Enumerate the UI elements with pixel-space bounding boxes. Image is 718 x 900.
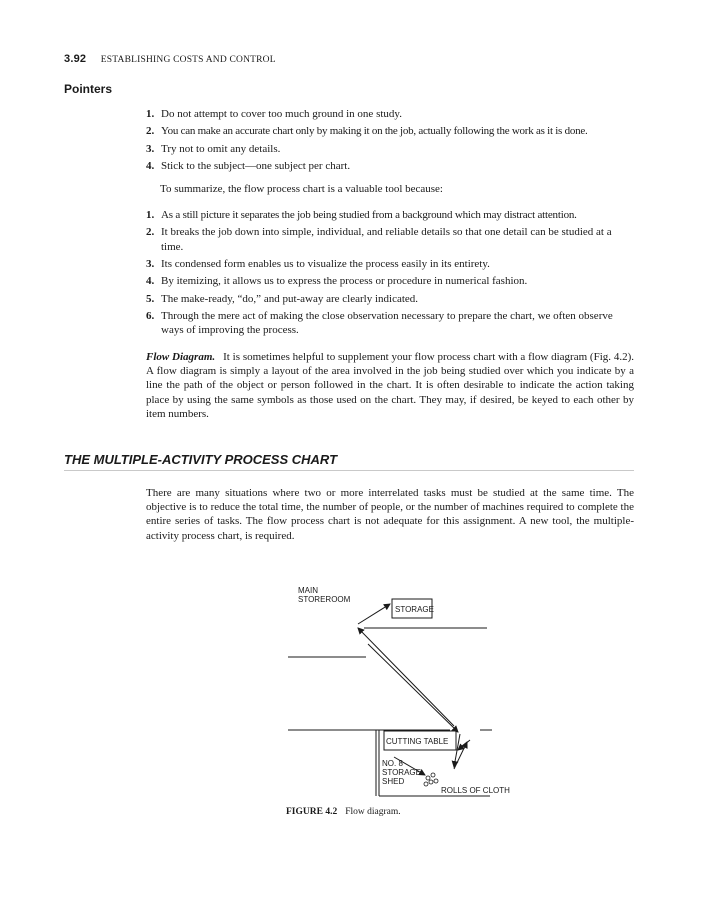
page-number: 3.92 xyxy=(64,53,87,65)
list-item: 4. By itemizing, it allows us to express the process or procedure in numerical fashion. xyxy=(146,275,528,288)
storage-label: STORAGE xyxy=(395,605,434,614)
list-item: 3. Its condensed form enables us to visualize the process easily in its entirety. xyxy=(146,257,490,270)
rolls-of-cloth-icon xyxy=(424,773,438,786)
list-item: 6. Through the mere act of making the close observation necessary to prepare the chart, we often observe ways of improving the process. xyxy=(146,310,613,337)
shed-label: SHED xyxy=(382,777,405,786)
flow-diagram-text: It is sometimes helpful to supplement your flow process chart with a flow diagram (Fig. 4.2). A flow diagram is simply a layout of the area involved in the job being studied over which you indicate by a line the path of the object or person followed in the chart. It is often desirable to indicate the action taking place by using the same symbols as those used on the chart. They may, if desired, be keyed to each other by item numbers. xyxy=(146,351,634,420)
section-heading: THE MULTIPLE-ACTIVITY PROCESS CHART xyxy=(64,452,634,471)
list-item: 1. Do not attempt to cover too much ground in one study. xyxy=(146,108,402,120)
shed-label: STORAGE xyxy=(382,768,421,777)
running-head-title: ESTABLISHING COSTS AND CONTROL xyxy=(100,55,276,65)
flow-diagram-lead-in: Flow Diagram. xyxy=(146,351,216,363)
rolls-of-cloth-label: ROLLS OF CLOTH xyxy=(441,786,510,795)
pointers-list xyxy=(146,107,634,173)
main-storeroom-label: STOREROOM xyxy=(298,595,351,604)
list-item: 3. Try not to omit any details. xyxy=(146,142,281,155)
figure-caption xyxy=(286,807,401,817)
list-item: 2. You can make an accurate chart only by making it on the job, actually following the work as it is done. xyxy=(146,125,588,138)
pointers-list-block xyxy=(146,107,634,177)
figure-caption-text: Flow diagram. xyxy=(345,807,401,817)
main-storeroom-label: MAIN xyxy=(298,586,318,595)
flow-diagram-paragraph xyxy=(146,350,634,421)
list-item: 4. Stick to the subject—one subject per chart. xyxy=(146,160,351,173)
flow-diagram-svg xyxy=(282,582,510,800)
list-item: 1. As a still picture it separates the job being studied from a background which may distract attention. xyxy=(146,209,577,221)
running-head xyxy=(64,53,276,65)
cutting-table-label: CUTTING TABLE xyxy=(386,737,449,746)
benefits-list xyxy=(146,208,634,338)
summary-intro: To summarize, the flow process chart is a valuable tool because: xyxy=(160,183,443,195)
list-item: 2. It breaks the job down into simple, individual, and reliable details so that one detail can be studied at a time. xyxy=(146,226,612,253)
flow-path xyxy=(358,604,470,775)
pointers-heading: Pointers xyxy=(64,82,113,96)
list-item: 5. The make-ready, “do,” and put-away are clearly indicated. xyxy=(146,292,419,305)
flow-diagram-figure xyxy=(282,582,510,800)
multiple-activity-paragraph: There are many situations where two or more interrelated tasks must be studied at the same time. The objective is to reduce the total time, the number of people, or the number of machines required to complete the entire series of tasks. The flow process chart is not adequate for this assignment. A new tool, the multiple-activity process chart, is required. xyxy=(146,487,634,542)
shed-label: NO. 8 xyxy=(382,759,403,768)
benefits-list-block xyxy=(146,208,634,341)
figure-caption-label: FIGURE 4.2 xyxy=(286,807,338,817)
